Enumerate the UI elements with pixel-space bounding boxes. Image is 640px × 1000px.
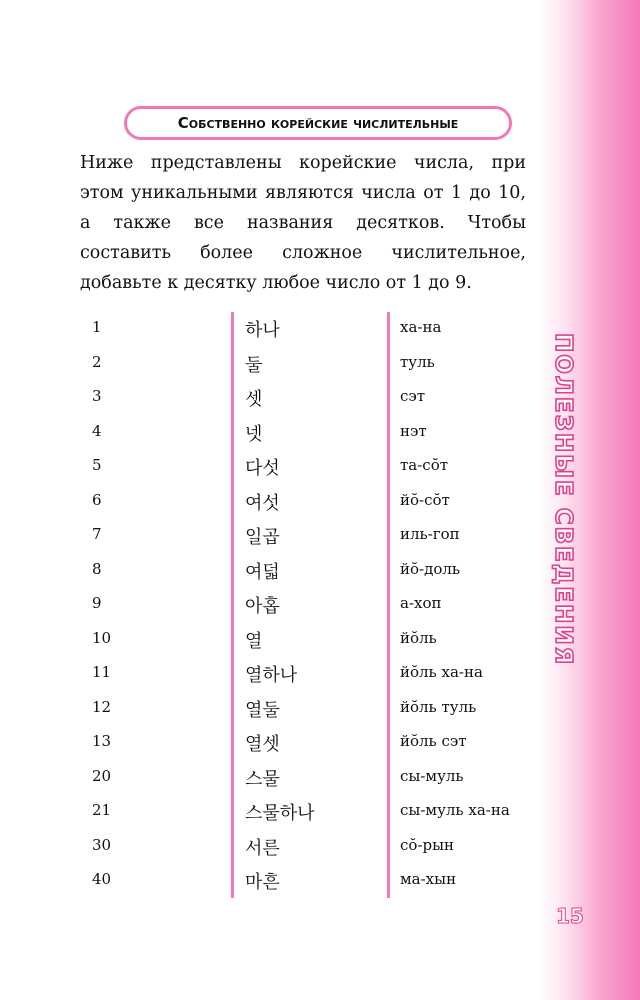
intro-paragraph: Ниже представлены корейские числа, при этом уникальными являются числа от 1 до 10, а также все названия десятков. Чтобы составить более сложное числительное, добавьте к десятку любое число от 1 до 9.: [80, 153, 526, 293]
transliteration-cell: сы-муль ха-на: [400, 801, 510, 819]
korean-cell: 스물하나: [245, 803, 315, 824]
transliteration-cell: нэт: [400, 421, 427, 440]
number-cell: 30: [92, 835, 112, 854]
korean-cell: 셋: [245, 389, 263, 410]
number-cell: 11: [92, 663, 112, 681]
transliteration-cell: йŏль: [400, 628, 437, 647]
korean-cell: 여덟: [245, 561, 280, 583]
number-cell: 9: [92, 594, 102, 612]
page-number: 15: [556, 904, 584, 928]
number-cell: 7: [92, 525, 102, 543]
table-row: [80, 759, 530, 794]
table-row: [80, 621, 530, 656]
number-cell: 1: [92, 318, 102, 336]
table-row: [80, 345, 530, 380]
korean-cell: 열: [245, 630, 263, 652]
korean-cell: 여섯: [245, 492, 280, 514]
korean-cell: 하나: [245, 320, 280, 341]
table-row: [80, 448, 530, 483]
numerals-table: [80, 310, 530, 897]
transliteration-cell: сы-муль: [400, 766, 464, 785]
number-cell: 8: [92, 559, 102, 578]
transliteration-cell: та-сŏт: [400, 456, 449, 474]
transliteration-cell: а-хоп: [400, 594, 442, 612]
number-cell: 20: [92, 766, 112, 785]
table-row: [80, 310, 530, 345]
table-row: [80, 828, 530, 863]
table-row: [80, 690, 530, 725]
table-row: [80, 552, 530, 587]
korean-cell: 일곱: [245, 527, 280, 548]
number-cell: 4: [92, 421, 102, 440]
transliteration-cell: йŏ-сŏт: [400, 490, 450, 509]
table-row: [80, 655, 530, 690]
transliteration-cell: йŏ-доль: [400, 559, 461, 578]
korean-cell: 열둘: [245, 699, 280, 721]
table-row: [80, 724, 530, 759]
number-cell: 5: [92, 456, 102, 474]
korean-cell: 둘: [245, 354, 263, 376]
transliteration-cell: йŏль туль: [400, 697, 477, 716]
section-title: ПОЛЕЗНЫЕ СВЕДЕНИЯ: [550, 333, 576, 667]
korean-cell: 아홉: [245, 596, 280, 617]
transliteration-cell: иль-гоп: [400, 525, 460, 543]
number-cell: 21: [92, 801, 112, 819]
korean-cell: 다섯: [245, 458, 280, 479]
korean-cell: 열셋: [245, 734, 280, 755]
korean-cell: 서른: [245, 837, 280, 859]
transliteration-cell: ха-на: [400, 318, 442, 336]
number-cell: 2: [92, 352, 102, 371]
transliteration-cell: сэт: [400, 387, 426, 405]
transliteration-cell: ма-хын: [400, 870, 457, 888]
number-cell: 40: [92, 870, 112, 888]
table-row: [80, 793, 530, 828]
korean-cell: 열하나: [245, 665, 298, 686]
table-row: [80, 586, 530, 621]
number-cell: 12: [92, 697, 112, 716]
number-cell: 10: [92, 628, 112, 647]
transliteration-cell: йŏль ха-на: [400, 663, 483, 681]
korean-cell: 마흔: [245, 872, 280, 893]
korean-cell: 넷: [245, 423, 263, 445]
transliteration-cell: йŏль сэт: [400, 732, 467, 750]
table-row: [80, 517, 530, 552]
transliteration-cell: туль: [400, 352, 435, 371]
section-heading: Собственно корейские числительные: [124, 106, 512, 140]
number-cell: 3: [92, 387, 102, 405]
table-row: [80, 862, 530, 897]
korean-cell: 스물: [245, 768, 280, 790]
table-row: [80, 414, 530, 449]
number-cell: 6: [92, 490, 102, 509]
number-cell: 13: [92, 732, 112, 750]
table-row: [80, 483, 530, 518]
transliteration-cell: сŏ-рын: [400, 835, 455, 854]
table-row: [80, 379, 530, 414]
